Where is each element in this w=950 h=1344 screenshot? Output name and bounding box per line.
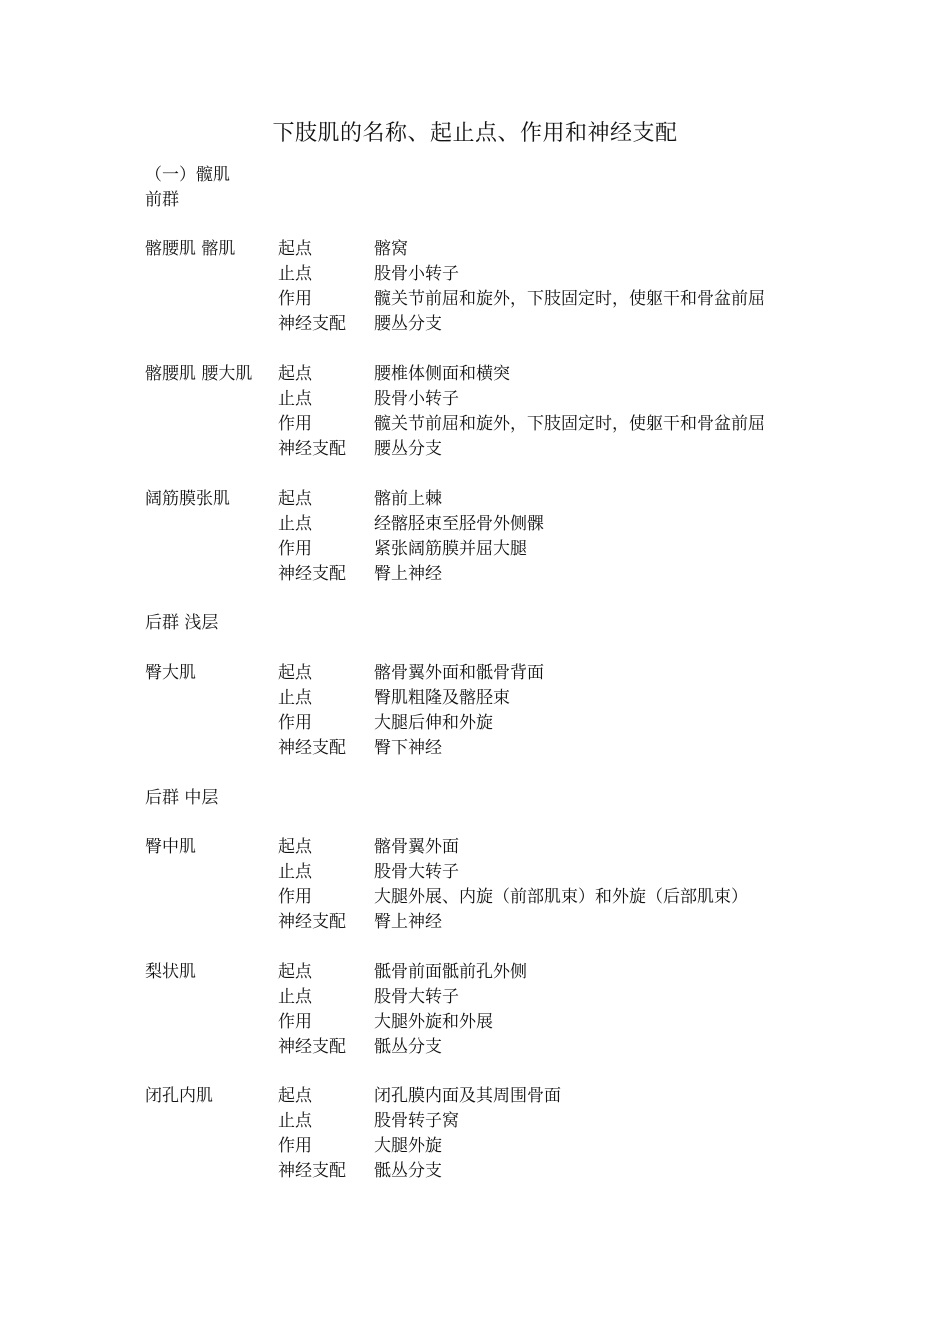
muscle-row bbox=[0, 711, 950, 736]
row-value: 腰椎体侧面和横突 bbox=[374, 364, 510, 384]
group-heading-text: 前群 bbox=[145, 190, 179, 210]
muscle-row bbox=[0, 661, 950, 686]
muscle-row bbox=[0, 562, 950, 587]
row-label: 作用 bbox=[278, 887, 312, 907]
row-label: 神经支配 bbox=[278, 912, 346, 932]
row-value: 大腿后伸和外旋 bbox=[374, 713, 493, 733]
muscle-row bbox=[0, 835, 950, 860]
row-value: 大腿外旋和外展 bbox=[374, 1012, 493, 1032]
row-value: 闭孔膜内面及其周围骨面 bbox=[374, 1086, 561, 1106]
muscle-row bbox=[0, 1035, 950, 1060]
row-value: 髂骨翼外面 bbox=[374, 837, 459, 857]
row-value: 臀下神经 bbox=[374, 738, 442, 758]
row-value: 股骨小转子 bbox=[374, 264, 459, 284]
muscle-row bbox=[0, 437, 950, 462]
muscle-name: 髂腰肌 髂肌 bbox=[145, 239, 236, 259]
group-heading-text: 后群 浅层 bbox=[145, 613, 219, 633]
group-heading bbox=[0, 188, 950, 213]
row-value: 股骨大转子 bbox=[374, 862, 459, 882]
row-label: 止点 bbox=[278, 514, 312, 534]
row-value: 髂骨翼外面和骶骨背面 bbox=[374, 663, 544, 683]
muscle-name: 臀大肌 bbox=[145, 663, 196, 683]
muscle-row bbox=[0, 1010, 950, 1035]
row-label: 作用 bbox=[278, 1136, 312, 1156]
row-value: 骶骨前面骶前孔外侧 bbox=[374, 962, 527, 982]
row-label: 止点 bbox=[278, 389, 312, 409]
row-value: 髋关节前屈和旋外，下肢固定时，使躯干和骨盆前屈 bbox=[374, 414, 765, 434]
row-value: 大腿外旋 bbox=[374, 1136, 442, 1156]
row-label: 作用 bbox=[278, 414, 312, 434]
muscle-row bbox=[0, 387, 950, 412]
row-label: 起点 bbox=[278, 239, 312, 259]
muscle-row bbox=[0, 312, 950, 337]
row-label: 起点 bbox=[278, 962, 312, 982]
row-value: 腰丛分支 bbox=[374, 439, 442, 459]
muscle-row bbox=[0, 885, 950, 910]
muscle-name: 闭孔内肌 bbox=[145, 1086, 213, 1106]
row-value: 大腿外展、内旋（前部肌束）和外旋（后部肌束） bbox=[374, 887, 748, 907]
muscle-name: 阔筋膜张肌 bbox=[145, 489, 230, 509]
muscle-row bbox=[0, 262, 950, 287]
row-label: 神经支配 bbox=[278, 1037, 346, 1057]
row-value: 紧张阔筋膜并屈大腿 bbox=[374, 539, 527, 559]
row-value: 臀上神经 bbox=[374, 564, 442, 584]
row-label: 起点 bbox=[278, 837, 312, 857]
row-value: 腰丛分支 bbox=[374, 314, 442, 334]
row-label: 止点 bbox=[278, 688, 312, 708]
row-label: 作用 bbox=[278, 539, 312, 559]
page-title: 下肢肌的名称、起止点、作用和神经支配 bbox=[272, 121, 678, 146]
row-label: 神经支配 bbox=[278, 738, 346, 758]
muscle-row bbox=[0, 512, 950, 537]
muscle-name: 臀中肌 bbox=[145, 837, 196, 857]
muscle-row bbox=[0, 960, 950, 985]
muscle-row bbox=[0, 412, 950, 437]
row-label: 神经支配 bbox=[278, 1161, 346, 1181]
muscle-name: 梨状肌 bbox=[145, 962, 196, 982]
row-value: 臀上神经 bbox=[374, 912, 442, 932]
group-heading bbox=[0, 611, 950, 636]
row-value: 骶丛分支 bbox=[374, 1161, 442, 1181]
muscle-row bbox=[0, 860, 950, 885]
row-value: 经髂胫束至胫骨外侧髁 bbox=[374, 514, 544, 534]
row-label: 作用 bbox=[278, 1012, 312, 1032]
muscle-row bbox=[0, 686, 950, 711]
muscle-row bbox=[0, 537, 950, 562]
row-label: 起点 bbox=[278, 1086, 312, 1106]
muscle-row bbox=[0, 1084, 950, 1109]
muscle-row bbox=[0, 1159, 950, 1184]
section-heading-text: （一）髋肌 bbox=[145, 165, 230, 185]
row-label: 起点 bbox=[278, 489, 312, 509]
row-label: 起点 bbox=[278, 663, 312, 683]
group-heading-text: 后群 中层 bbox=[145, 788, 219, 808]
row-label: 止点 bbox=[278, 264, 312, 284]
muscle-row bbox=[0, 1109, 950, 1134]
muscle-row bbox=[0, 1134, 950, 1159]
row-value: 髂前上棘 bbox=[374, 489, 442, 509]
row-label: 作用 bbox=[278, 713, 312, 733]
row-value: 髋关节前屈和旋外，下肢固定时，使躯干和骨盆前屈 bbox=[374, 289, 765, 309]
muscle-row bbox=[0, 910, 950, 935]
row-value: 股骨小转子 bbox=[374, 389, 459, 409]
row-label: 起点 bbox=[278, 364, 312, 384]
row-label: 神经支配 bbox=[278, 564, 346, 584]
section-heading bbox=[0, 163, 950, 188]
muscle-name: 髂腰肌 腰大肌 bbox=[145, 364, 253, 384]
muscle-row bbox=[0, 237, 950, 262]
row-value: 髂窝 bbox=[374, 239, 408, 259]
row-label: 神经支配 bbox=[278, 314, 346, 334]
row-value: 臀肌粗隆及髂胫束 bbox=[374, 688, 510, 708]
muscle-row bbox=[0, 287, 950, 312]
row-label: 止点 bbox=[278, 862, 312, 882]
row-label: 神经支配 bbox=[278, 439, 346, 459]
muscle-row bbox=[0, 362, 950, 387]
row-value: 股骨大转子 bbox=[374, 987, 459, 1007]
row-value: 股骨转子窝 bbox=[374, 1111, 459, 1131]
row-label: 止点 bbox=[278, 1111, 312, 1131]
muscle-row bbox=[0, 487, 950, 512]
muscle-row bbox=[0, 985, 950, 1010]
row-value: 骶丛分支 bbox=[374, 1037, 442, 1057]
muscle-row bbox=[0, 736, 950, 761]
row-label: 作用 bbox=[278, 289, 312, 309]
row-label: 止点 bbox=[278, 987, 312, 1007]
group-heading bbox=[0, 786, 950, 811]
